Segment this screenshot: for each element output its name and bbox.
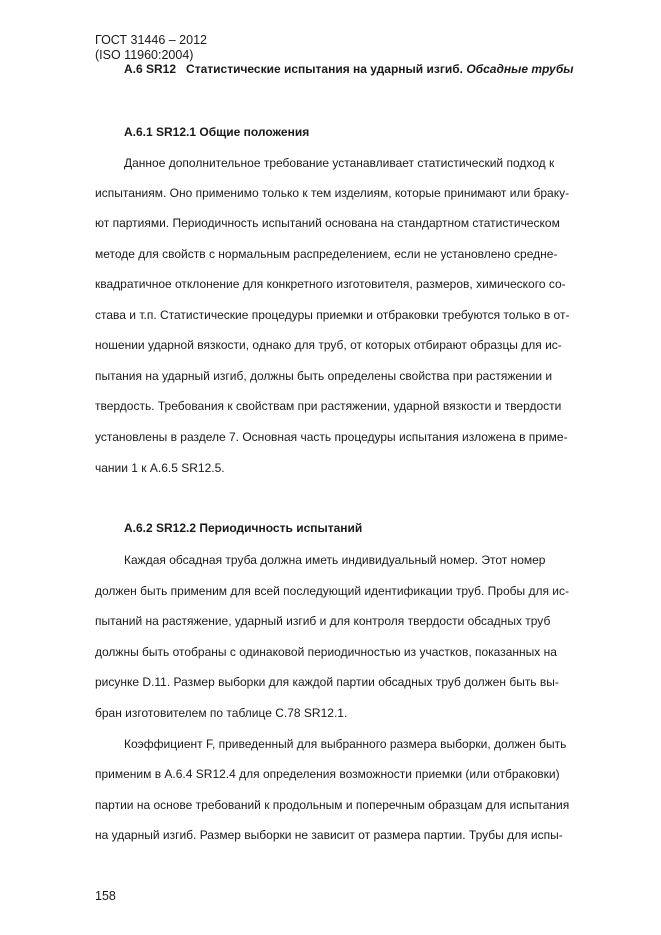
text-line: на ударный изгиб. Размер выборки не зависит от размера партии. Трубы для испы-: [95, 828, 563, 842]
text-line: партии на основе требований к продольным и поперечным образцам для испытания: [95, 798, 570, 812]
header-iso: (ISO 11960:2004): [95, 48, 194, 62]
text-line: должен быть применим для всей последующий идентификации труб. Пробы для ис-: [95, 584, 569, 598]
section-title-general: А.6.1 SR12.1 Общие положения: [124, 125, 310, 139]
text-line: должны быть отобраны с одинаковой периодичностью из участков, показанных на: [95, 645, 557, 659]
annex-title: [124, 62, 574, 76]
text-line: применим в А.6.4 SR12.4 для определения возможности приемки (или отбраковки): [95, 767, 560, 781]
text-line: пытания на ударный изгиб, должны быть определены свойства при растяжении и: [95, 369, 553, 383]
header-standard: ГОСТ 31446 – 2012: [95, 33, 207, 47]
text-line: чании 1 к А.6.5 SR12.5.: [95, 461, 225, 475]
text-line: Данное дополнительное требование устанавливает статистический подход к: [124, 156, 555, 170]
text-line: твердость. Требования к свойствам при растяжении, ударной вязкости и твердости: [95, 399, 562, 413]
annex-title-text: Статистические испытания на ударный изгиб.: [186, 62, 463, 76]
text-line: бран изготовителем по таблице С.78 SR12.1.: [95, 706, 348, 720]
text-line: Каждая обсадная труба должна иметь индивидуальный номер. Этот номер: [124, 553, 546, 567]
section-title-frequency: А.6.2 SR12.2 Периодичность испытаний: [124, 521, 363, 535]
text-line: испытаниям. Оно применимо только к тем изделиям, которые принимают или браку-: [95, 186, 570, 200]
text-line: ношении ударной вязкости, однако для труб, от которых отбирают образцы для ис-: [95, 338, 562, 352]
annex-title-italic: Обсадные трубы: [466, 62, 574, 76]
text-line: става и т.п. Статистические процедуры приемки и отбраковки требуются только в от-: [95, 308, 570, 322]
text-line: пытаний на растяжение, ударный изгиб и для контроля твердости обсадных труб: [95, 614, 551, 628]
annex-number: А.6 SR12: [124, 62, 177, 76]
text-line: установлены в разделе 7. Основная часть процедуры испытания изложена в приме-: [95, 430, 568, 444]
text-line: Коэффициент F, приведенный для выбранного размера выборки, должен быть: [124, 737, 567, 751]
text-line: методе для свойств с нормальным распределением, если не установлено средне-: [95, 247, 558, 261]
text-line: рисунке D.11. Размер выборки для каждой партии обсадных труб должен быть вы-: [95, 675, 559, 689]
text-line: квадратичное отклонение для конкретного изготовителя, размеров, химического со-: [95, 277, 566, 291]
text-line: ют партиями. Периодичность испытаний основана на стандартном статистическом: [95, 216, 560, 230]
page-number: 158: [95, 889, 116, 903]
